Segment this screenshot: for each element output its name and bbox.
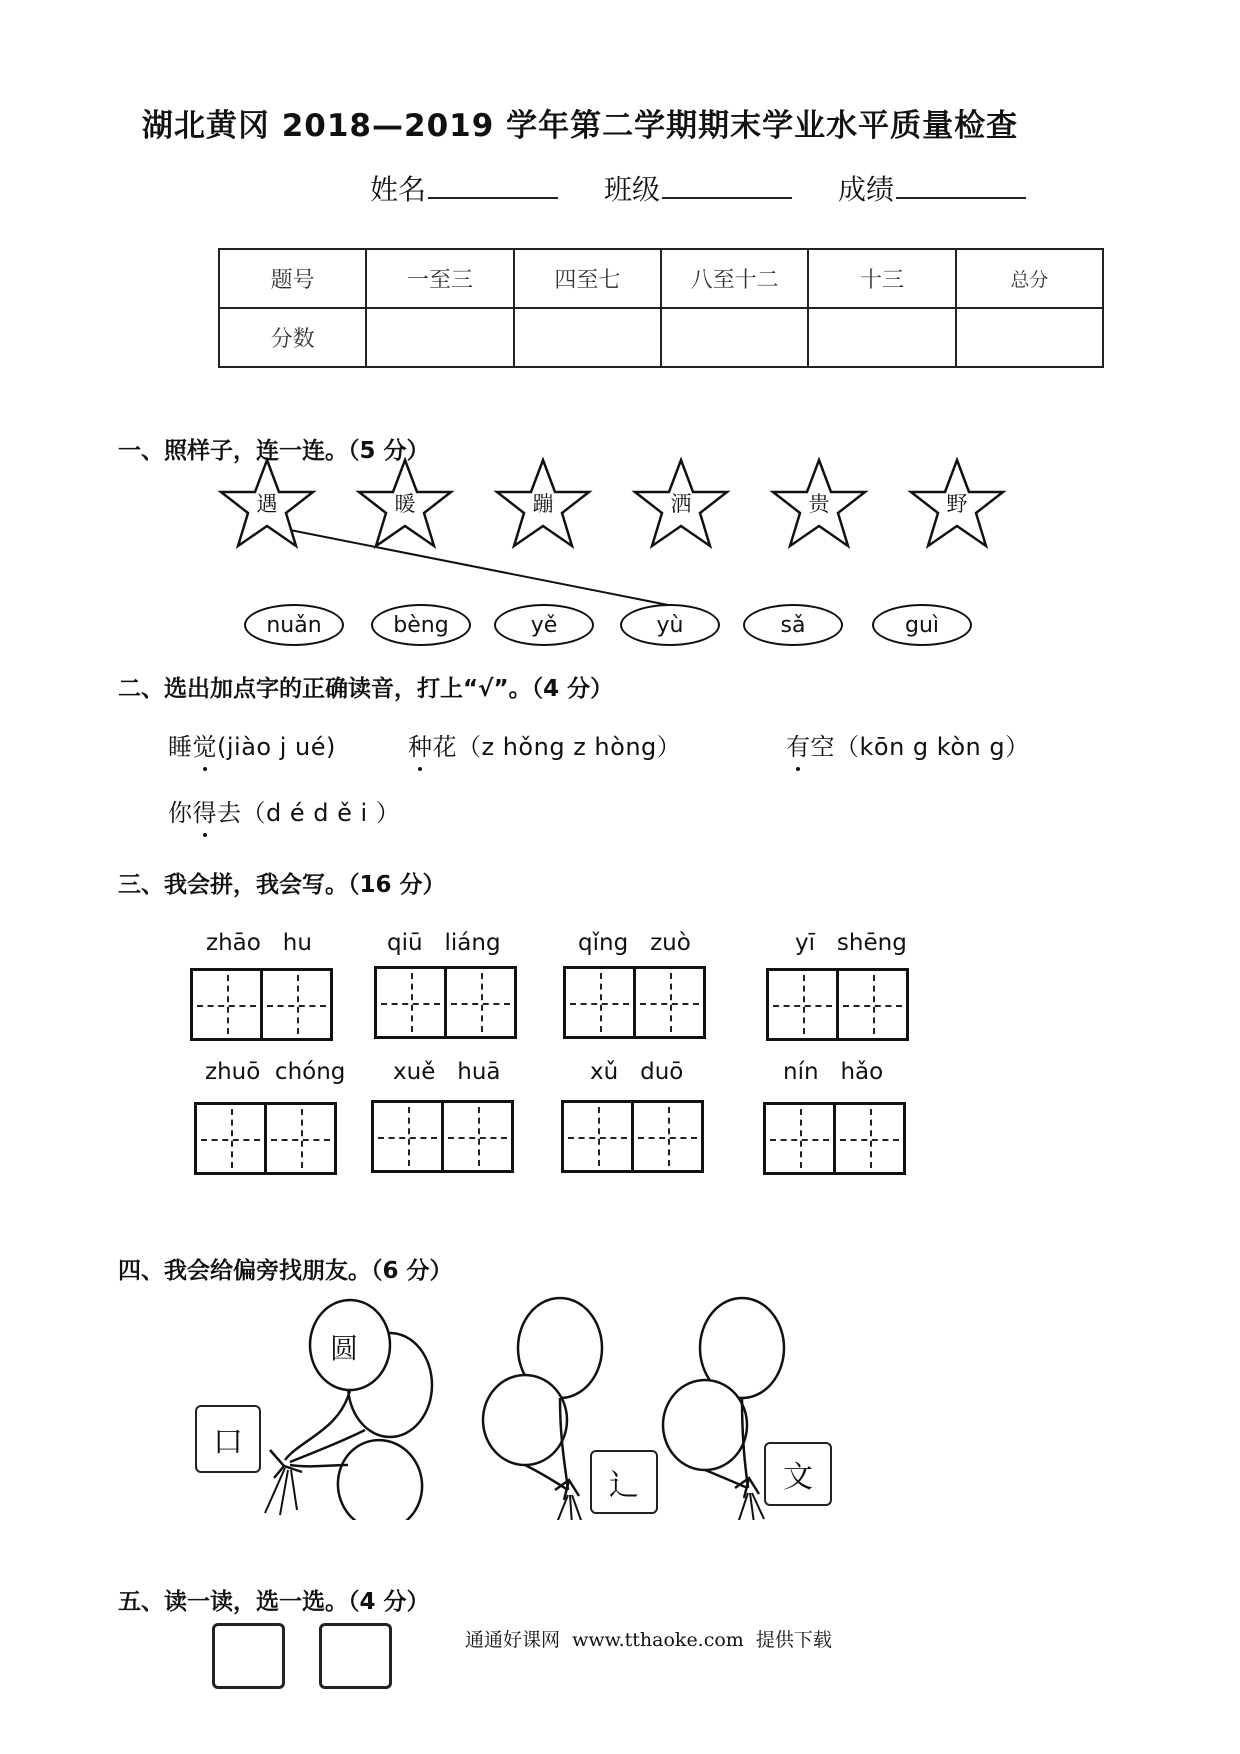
pinyin-label: xǔ duō [590,1059,684,1085]
writing-cell[interactable] [197,1105,264,1172]
class-label: 班级 [604,173,661,206]
section1-heading: 一、照样子，连一连。（5 分） [118,438,430,464]
item-post: 去 [217,799,242,827]
header-cell: 十三 [808,249,955,308]
writing-grid[interactable] [561,1100,704,1173]
writing-cell[interactable] [444,969,514,1036]
radical-box[interactable]: 辶 [590,1450,658,1514]
pinyin-ellipse[interactable]: bèng [371,604,471,646]
example-connector-line [290,530,668,605]
section4-heading: 四、我会给偏旁找朋友。（6 分） [118,1258,453,1284]
star-char[interactable]: 洒 [670,492,692,516]
dotted-char: 得 [193,793,218,828]
star-char[interactable]: 蹦 [532,492,554,516]
writing-cell[interactable] [374,1103,441,1170]
name-label: 姓名 [370,173,427,206]
reading-options[interactable]: （z hǒng z hòng） [457,733,682,761]
writing-cell[interactable] [769,971,836,1038]
header-cell: 八至十二 [661,249,808,308]
reading-item[interactable] [786,727,1030,762]
writing-grid[interactable] [374,966,517,1039]
writing-cell[interactable] [377,969,444,1036]
score-label: 成绩 [838,173,895,206]
pinyin-ellipse[interactable]: nuǎn [244,604,344,646]
pinyin-label: qǐng zuò [578,930,691,956]
header-cell: 四至七 [514,249,661,308]
reading-options[interactable]: （kōn g kòn g） [835,733,1030,761]
radical-box[interactable]: 口 [195,1405,261,1473]
section1-drawing [0,0,1240,700]
writing-cell[interactable] [633,969,703,1036]
writing-grid[interactable] [194,1102,337,1175]
radical-box[interactable]: 文 [764,1442,832,1506]
page-title: 湖北黄冈 2018—2019 学年第二学期期末学业水平质量检查 [141,108,1019,144]
writing-grid[interactable] [563,966,706,1039]
writing-cell[interactable] [631,1103,701,1170]
pinyin-label: zhuō chóng [205,1059,346,1085]
writing-cell[interactable] [566,969,633,1036]
reading-options[interactable]: (jiào j ué) [217,733,336,761]
answer-box[interactable] [212,1623,285,1689]
writing-cell[interactable] [833,1105,903,1172]
balloon-char: 圆 [330,1332,359,1365]
star-outlines [221,460,1003,546]
reading-item[interactable] [168,727,336,762]
star-char[interactable]: 贵 [808,492,830,516]
section3-heading: 三、我会拼，我会写。（16 分） [118,872,446,898]
dotted-char: 觉 [193,727,218,762]
writing-cell[interactable] [193,971,260,1038]
header-cell: 一至三 [366,249,513,308]
header-cell: 题号 [219,249,366,308]
writing-cell[interactable] [260,971,330,1038]
star-char[interactable]: 野 [946,492,968,516]
writing-cell[interactable] [264,1105,334,1172]
pinyin-ellipse[interactable]: guì [872,604,972,646]
writing-cell[interactable] [564,1103,631,1170]
pinyin-ellipse[interactable]: yě [494,604,594,646]
writing-grid[interactable] [766,968,909,1041]
pinyin-label: yī shēng [795,930,907,956]
reading-item[interactable] [168,793,400,828]
header-cell: 总分 [956,249,1103,308]
section5-heading: 五、读一读，选一选。（4 分） [118,1589,430,1615]
section2-heading: 二、选出加点字的正确读音，打上“√”。（4 分） [118,676,614,702]
pinyin-label: zhāo hu [206,930,312,956]
pinyin-label: qiū liáng [387,930,501,956]
item-pre: 你 [168,799,193,827]
reading-options[interactable]: （d é d ě i ） [241,799,401,827]
writing-cell[interactable] [836,971,906,1038]
pinyin-ellipse[interactable]: yù [620,604,720,646]
answer-box[interactable] [319,1623,392,1689]
dotted-char: 种 [408,727,433,762]
row-label-cell: 分数 [219,308,366,367]
writing-grid[interactable] [190,968,333,1041]
item-post: 花 [432,733,457,761]
pinyin-ellipse[interactable]: sǎ [743,604,843,646]
reading-item[interactable] [408,727,681,762]
item-post: 空 [810,733,835,761]
writing-grid[interactable] [763,1102,906,1175]
balloon-group-2 [483,1298,602,1520]
star-char[interactable]: 遇 [256,492,278,516]
writing-cell[interactable] [766,1105,833,1172]
writing-cell[interactable] [441,1103,511,1170]
pinyin-label: xuě huā [393,1059,501,1085]
dotted-char: 有 [786,727,811,762]
item-pre: 睡 [168,733,193,761]
star-char[interactable]: 暖 [394,492,416,516]
pinyin-label: nín hǎo [783,1059,884,1085]
writing-grid[interactable] [371,1100,514,1173]
footer-credit: 通通好课网 www.tthaoke.com 提供下载 [465,1629,832,1651]
